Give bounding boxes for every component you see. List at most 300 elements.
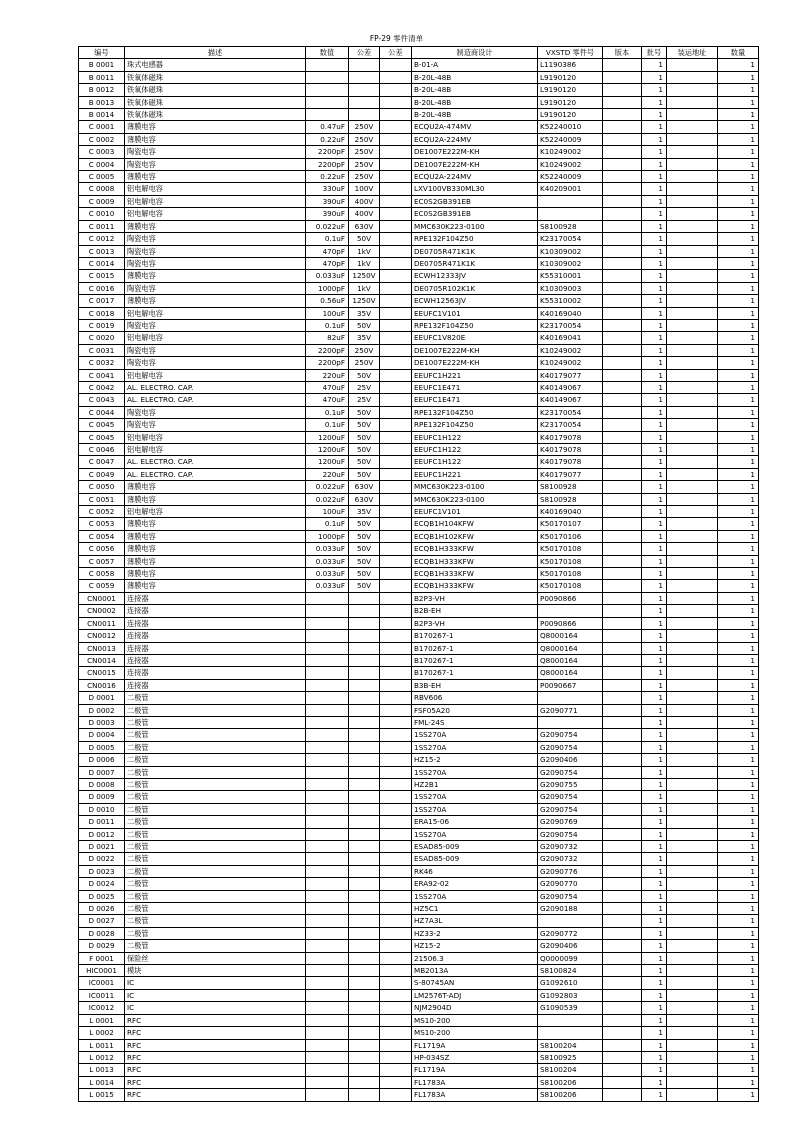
cell-lot: 1 [642, 96, 667, 108]
col-header-value: 数值 [306, 47, 349, 59]
cell-description: IC [125, 989, 306, 1001]
cell-tolerance-2 [380, 295, 412, 307]
cell-part-no: C 0015 [79, 270, 125, 282]
table-row [79, 468, 759, 480]
cell-tolerance-2 [380, 555, 412, 567]
cell-ship-to [667, 1064, 718, 1076]
cell-tolerance-1 [349, 940, 380, 952]
cell-lot: 1 [642, 344, 667, 356]
table-row [79, 195, 759, 207]
cell-ship-to [667, 915, 718, 927]
cell-part-no: D 0007 [79, 766, 125, 778]
cell-vxstd-part: K10309002 [538, 245, 603, 257]
cell-version [603, 369, 642, 381]
cell-tolerance-1 [349, 1027, 380, 1039]
cell-quantity: 1 [718, 890, 759, 902]
cell-vxstd-part: K40169040 [538, 307, 603, 319]
cell-lot: 1 [642, 1027, 667, 1039]
cell-tolerance-1 [349, 592, 380, 604]
cell-vxstd-part: K50170108 [538, 580, 603, 592]
cell-tolerance-2 [380, 456, 412, 468]
cell-quantity: 1 [718, 853, 759, 865]
cell-mfr-design: EEUFC1V820E [412, 332, 538, 344]
cell-value [306, 903, 349, 915]
cell-version [603, 741, 642, 753]
cell-vxstd-part: L9190120 [538, 109, 603, 121]
cell-tolerance-1: 250V [349, 344, 380, 356]
cell-value: 1200uF [306, 444, 349, 456]
cell-vxstd-part: K50170108 [538, 543, 603, 555]
cell-mfr-design: MMC630K223-0100 [412, 220, 538, 232]
cell-value [306, 778, 349, 790]
cell-version [603, 965, 642, 977]
cell-quantity: 1 [718, 295, 759, 307]
cell-tolerance-2 [380, 1089, 412, 1101]
cell-lot: 1 [642, 679, 667, 691]
cell-vxstd-part: Q0000099 [538, 952, 603, 964]
cell-lot: 1 [642, 257, 667, 269]
cell-mfr-design: MMC630K223-0100 [412, 481, 538, 493]
cell-tolerance-2 [380, 319, 412, 331]
cell-vxstd-part: P0090667 [538, 679, 603, 691]
cell-part-no: L 0015 [79, 1089, 125, 1101]
cell-ship-to [667, 295, 718, 307]
cell-part-no: C 0005 [79, 171, 125, 183]
cell-quantity: 1 [718, 704, 759, 716]
cell-value [306, 617, 349, 629]
table-row [79, 630, 759, 642]
table-row [79, 84, 759, 96]
cell-tolerance-2 [380, 245, 412, 257]
cell-tolerance-1: 1kV [349, 257, 380, 269]
cell-quantity: 1 [718, 518, 759, 530]
cell-description: 二极管 [125, 903, 306, 915]
cell-ship-to [667, 778, 718, 790]
cell-lot: 1 [642, 406, 667, 418]
cell-lot: 1 [642, 357, 667, 369]
col-header-version: 版本 [603, 47, 642, 59]
cell-vxstd-part: G2090188 [538, 903, 603, 915]
cell-mfr-design: B-01-A [412, 59, 538, 71]
cell-version [603, 803, 642, 815]
cell-value [306, 1039, 349, 1051]
cell-description: 铁氧体磁珠 [125, 71, 306, 83]
cell-tolerance-2 [380, 543, 412, 555]
cell-part-no: D 0004 [79, 729, 125, 741]
table-row [79, 704, 759, 716]
cell-part-no: C 0057 [79, 555, 125, 567]
cell-part-no: D 0021 [79, 841, 125, 853]
cell-vxstd-part: S8100925 [538, 1051, 603, 1063]
cell-description: 保险丝 [125, 952, 306, 964]
cell-vxstd-part: K10249002 [538, 344, 603, 356]
cell-part-no: C 0046 [79, 444, 125, 456]
cell-mfr-design: ESAD85-009 [412, 841, 538, 853]
cell-tolerance-1: 250V [349, 171, 380, 183]
cell-ship-to [667, 654, 718, 666]
cell-lot: 1 [642, 146, 667, 158]
col-header-description: 描述 [125, 47, 306, 59]
table-row [79, 183, 759, 195]
cell-vxstd-part: K40179078 [538, 456, 603, 468]
cell-ship-to [667, 667, 718, 679]
cell-tolerance-2 [380, 592, 412, 604]
cell-part-no: B 0014 [79, 109, 125, 121]
cell-vxstd-part: K10249002 [538, 158, 603, 170]
cell-value: 100uF [306, 506, 349, 518]
cell-part-no: C 0014 [79, 257, 125, 269]
cell-quantity: 1 [718, 828, 759, 840]
cell-value [306, 605, 349, 617]
cell-version [603, 357, 642, 369]
cell-value: 0.033uF [306, 555, 349, 567]
cell-ship-to [667, 319, 718, 331]
cell-tolerance-1 [349, 667, 380, 679]
cell-vxstd-part: G2090754 [538, 791, 603, 803]
cell-lot: 1 [642, 766, 667, 778]
cell-tolerance-1 [349, 59, 380, 71]
cell-part-no: L 0011 [79, 1039, 125, 1051]
cell-tolerance-2 [380, 915, 412, 927]
cell-lot: 1 [642, 841, 667, 853]
cell-tolerance-2 [380, 419, 412, 431]
cell-part-no: D 0008 [79, 778, 125, 790]
table-row [79, 667, 759, 679]
cell-part-no: C 0003 [79, 146, 125, 158]
cell-value: 0.1uF [306, 518, 349, 530]
cell-lot: 1 [642, 927, 667, 939]
cell-quantity: 1 [718, 220, 759, 232]
cell-tolerance-1 [349, 630, 380, 642]
cell-ship-to [667, 679, 718, 691]
cell-mfr-design: LM2576T-ADJ [412, 989, 538, 1001]
cell-lot: 1 [642, 692, 667, 704]
cell-vxstd-part: K23170054 [538, 233, 603, 245]
cell-ship-to [667, 1039, 718, 1051]
cell-description: RFC [125, 1089, 306, 1101]
col-header-lot: 批号 [642, 47, 667, 59]
cell-quantity: 1 [718, 878, 759, 890]
cell-vxstd-part: K40169040 [538, 506, 603, 518]
cell-tolerance-2 [380, 518, 412, 530]
cell-tolerance-2 [380, 158, 412, 170]
cell-version [603, 59, 642, 71]
cell-tolerance-2 [380, 1014, 412, 1026]
cell-description: 铝电解电容 [125, 183, 306, 195]
cell-description: 连接器 [125, 592, 306, 604]
cell-ship-to [667, 444, 718, 456]
cell-description: 薄膜电容 [125, 518, 306, 530]
cell-tolerance-1: 1kV [349, 282, 380, 294]
cell-vxstd-part: G2090771 [538, 704, 603, 716]
cell-quantity: 1 [718, 568, 759, 580]
table-row [79, 654, 759, 666]
cell-tolerance-2 [380, 84, 412, 96]
table-row [79, 220, 759, 232]
cell-value [306, 940, 349, 952]
cell-quantity: 1 [718, 133, 759, 145]
cell-description: 薄膜电容 [125, 555, 306, 567]
cell-tolerance-2 [380, 59, 412, 71]
cell-ship-to [667, 543, 718, 555]
cell-version [603, 903, 642, 915]
table-row [79, 319, 759, 331]
cell-part-no: D 0009 [79, 791, 125, 803]
cell-tolerance-1 [349, 878, 380, 890]
cell-lot: 1 [642, 1039, 667, 1051]
cell-part-no: C 0056 [79, 543, 125, 555]
cell-mfr-design: HZ5C1 [412, 903, 538, 915]
cell-quantity: 1 [718, 654, 759, 666]
cell-mfr-design: DE0705R102K1K [412, 282, 538, 294]
cell-tolerance-2 [380, 754, 412, 766]
table-row [79, 121, 759, 133]
cell-lot: 1 [642, 493, 667, 505]
cell-description: 陶瓷电容 [125, 158, 306, 170]
cell-vxstd-part: G2090406 [538, 940, 603, 952]
cell-value: 390uF [306, 195, 349, 207]
cell-description: 二极管 [125, 791, 306, 803]
cell-lot: 1 [642, 803, 667, 815]
cell-part-no: B 0012 [79, 84, 125, 96]
cell-quantity: 1 [718, 803, 759, 815]
cell-mfr-design: RPE132F104Z50 [412, 233, 538, 245]
cell-value [306, 878, 349, 890]
cell-tolerance-1: 50V [349, 468, 380, 480]
cell-description: 陶瓷电容 [125, 419, 306, 431]
cell-ship-to [667, 903, 718, 915]
cell-version [603, 195, 642, 207]
cell-lot: 1 [642, 332, 667, 344]
cell-ship-to [667, 580, 718, 592]
cell-ship-to [667, 989, 718, 1001]
table-row [79, 419, 759, 431]
cell-quantity: 1 [718, 754, 759, 766]
cell-version [603, 220, 642, 232]
cell-ship-to [667, 865, 718, 877]
cell-lot: 1 [642, 84, 667, 96]
cell-vxstd-part [538, 1027, 603, 1039]
cell-version [603, 419, 642, 431]
col-header-tolerance-2: 公差 [380, 47, 412, 59]
table-row [79, 878, 759, 890]
cell-value [306, 853, 349, 865]
cell-vxstd-part: Q8000164 [538, 642, 603, 654]
cell-quantity: 1 [718, 195, 759, 207]
cell-version [603, 481, 642, 493]
cell-quantity: 1 [718, 282, 759, 294]
cell-vxstd-part: K40179078 [538, 444, 603, 456]
cell-tolerance-1: 50V [349, 568, 380, 580]
cell-tolerance-1: 35V [349, 506, 380, 518]
cell-description: 陶瓷电容 [125, 319, 306, 331]
cell-tolerance-2 [380, 233, 412, 245]
col-header-part-no: 编号 [79, 47, 125, 59]
cell-part-no: C 0016 [79, 282, 125, 294]
cell-mfr-design: MS10-200 [412, 1014, 538, 1026]
cell-quantity: 1 [718, 1089, 759, 1101]
cell-description: 薄膜电容 [125, 171, 306, 183]
cell-vxstd-part: S8100206 [538, 1076, 603, 1088]
cell-version [603, 927, 642, 939]
table-row [79, 1002, 759, 1014]
cell-quantity: 1 [718, 444, 759, 456]
cell-description: 薄膜电容 [125, 481, 306, 493]
cell-quantity: 1 [718, 716, 759, 728]
cell-description: 薄膜电容 [125, 543, 306, 555]
cell-vxstd-part: K50170108 [538, 555, 603, 567]
cell-lot: 1 [642, 220, 667, 232]
cell-tolerance-2 [380, 406, 412, 418]
cell-value [306, 96, 349, 108]
table-row [79, 431, 759, 443]
cell-value [306, 791, 349, 803]
cell-version [603, 654, 642, 666]
cell-vxstd-part: K50170108 [538, 568, 603, 580]
cell-value [306, 704, 349, 716]
table-row [79, 903, 759, 915]
cell-part-no: C 0001 [79, 121, 125, 133]
cell-description: 连接器 [125, 630, 306, 642]
cell-version [603, 319, 642, 331]
cell-part-no: C 0008 [79, 183, 125, 195]
cell-quantity: 1 [718, 394, 759, 406]
cell-version [603, 816, 642, 828]
cell-version [603, 121, 642, 133]
cell-mfr-design: DE1007E222M-KH [412, 357, 538, 369]
cell-tolerance-1 [349, 716, 380, 728]
cell-vxstd-part: L1190386 [538, 59, 603, 71]
cell-vxstd-part: G1090539 [538, 1002, 603, 1014]
cell-mfr-design: FL1719A [412, 1039, 538, 1051]
cell-quantity: 1 [718, 96, 759, 108]
cell-lot: 1 [642, 133, 667, 145]
cell-mfr-design: DE0705R471K1K [412, 257, 538, 269]
cell-quantity: 1 [718, 332, 759, 344]
cell-lot: 1 [642, 1089, 667, 1101]
cell-mfr-design: HZ15-2 [412, 754, 538, 766]
cell-vxstd-part [538, 716, 603, 728]
cell-ship-to [667, 766, 718, 778]
cell-vxstd-part: L9190120 [538, 84, 603, 96]
cell-mfr-design: RPE132F104Z50 [412, 419, 538, 431]
cell-value [306, 1051, 349, 1063]
cell-lot: 1 [642, 158, 667, 170]
cell-description: 铁氧体磁珠 [125, 84, 306, 96]
cell-vxstd-part: K50170107 [538, 518, 603, 530]
cell-tolerance-1: 50V [349, 431, 380, 443]
cell-description: 铝电解电容 [125, 332, 306, 344]
cell-quantity: 1 [718, 171, 759, 183]
cell-version [603, 915, 642, 927]
cell-value [306, 630, 349, 642]
cell-tolerance-2 [380, 965, 412, 977]
cell-lot: 1 [642, 667, 667, 679]
cell-tolerance-1 [349, 654, 380, 666]
cell-version [603, 158, 642, 170]
cell-part-no: C 0042 [79, 381, 125, 393]
cell-value [306, 766, 349, 778]
cell-version [603, 543, 642, 555]
cell-tolerance-2 [380, 667, 412, 679]
cell-tolerance-2 [380, 654, 412, 666]
cell-mfr-design: DE1007E222M-KH [412, 344, 538, 356]
cell-vxstd-part: G2090770 [538, 878, 603, 890]
cell-ship-to [667, 704, 718, 716]
cell-value [306, 816, 349, 828]
cell-ship-to [667, 431, 718, 443]
cell-mfr-design: B-20L-48B [412, 96, 538, 108]
cell-value: 470uF [306, 381, 349, 393]
cell-ship-to [667, 878, 718, 890]
cell-quantity: 1 [718, 121, 759, 133]
table-row [79, 642, 759, 654]
cell-vxstd-part: S8100204 [538, 1064, 603, 1076]
cell-ship-to [667, 307, 718, 319]
cell-description: 陶瓷电容 [125, 245, 306, 257]
cell-vxstd-part: K40169041 [538, 332, 603, 344]
cell-vxstd-part: G2090769 [538, 816, 603, 828]
cell-mfr-design: EEUFC1H221 [412, 369, 538, 381]
cell-tolerance-1: 50V [349, 518, 380, 530]
table-row [79, 989, 759, 1001]
cell-ship-to [667, 791, 718, 803]
cell-description: 薄膜电容 [125, 530, 306, 542]
cell-value [306, 1076, 349, 1088]
cell-mfr-design: HZ33-2 [412, 927, 538, 939]
table-row [79, 133, 759, 145]
cell-lot: 1 [642, 642, 667, 654]
cell-part-no: C 0047 [79, 456, 125, 468]
cell-value: 0.47uF [306, 121, 349, 133]
cell-tolerance-1 [349, 853, 380, 865]
cell-vxstd-part: K40179077 [538, 369, 603, 381]
table-row [79, 729, 759, 741]
cell-value: 2200pF [306, 344, 349, 356]
cell-tolerance-1: 250V [349, 133, 380, 145]
cell-version [603, 444, 642, 456]
cell-description: AL. ELECTRO. CAP. [125, 456, 306, 468]
cell-ship-to [667, 369, 718, 381]
cell-tolerance-2 [380, 257, 412, 269]
cell-tolerance-2 [380, 171, 412, 183]
cell-tolerance-2 [380, 468, 412, 480]
cell-ship-to [667, 642, 718, 654]
cell-tolerance-1: 25V [349, 381, 380, 393]
cell-tolerance-2 [380, 481, 412, 493]
cell-value [306, 1064, 349, 1076]
cell-tolerance-1 [349, 1089, 380, 1101]
cell-value: 0.1uF [306, 233, 349, 245]
cell-mfr-design: B-20L-48B [412, 109, 538, 121]
cell-tolerance-1 [349, 741, 380, 753]
table-row [79, 1027, 759, 1039]
cell-description: AL. ELECTRO. CAP. [125, 381, 306, 393]
cell-description: 二极管 [125, 940, 306, 952]
cell-value: 0.033uF [306, 568, 349, 580]
cell-version [603, 617, 642, 629]
cell-value [306, 642, 349, 654]
cell-lot: 1 [642, 1051, 667, 1063]
cell-lot: 1 [642, 654, 667, 666]
cell-quantity: 1 [718, 344, 759, 356]
cell-vxstd-part: K52240009 [538, 171, 603, 183]
cell-ship-to [667, 741, 718, 753]
cell-lot: 1 [642, 741, 667, 753]
cell-mfr-design: EC0S2GB391EB [412, 208, 538, 220]
cell-quantity: 1 [718, 109, 759, 121]
cell-lot: 1 [642, 456, 667, 468]
